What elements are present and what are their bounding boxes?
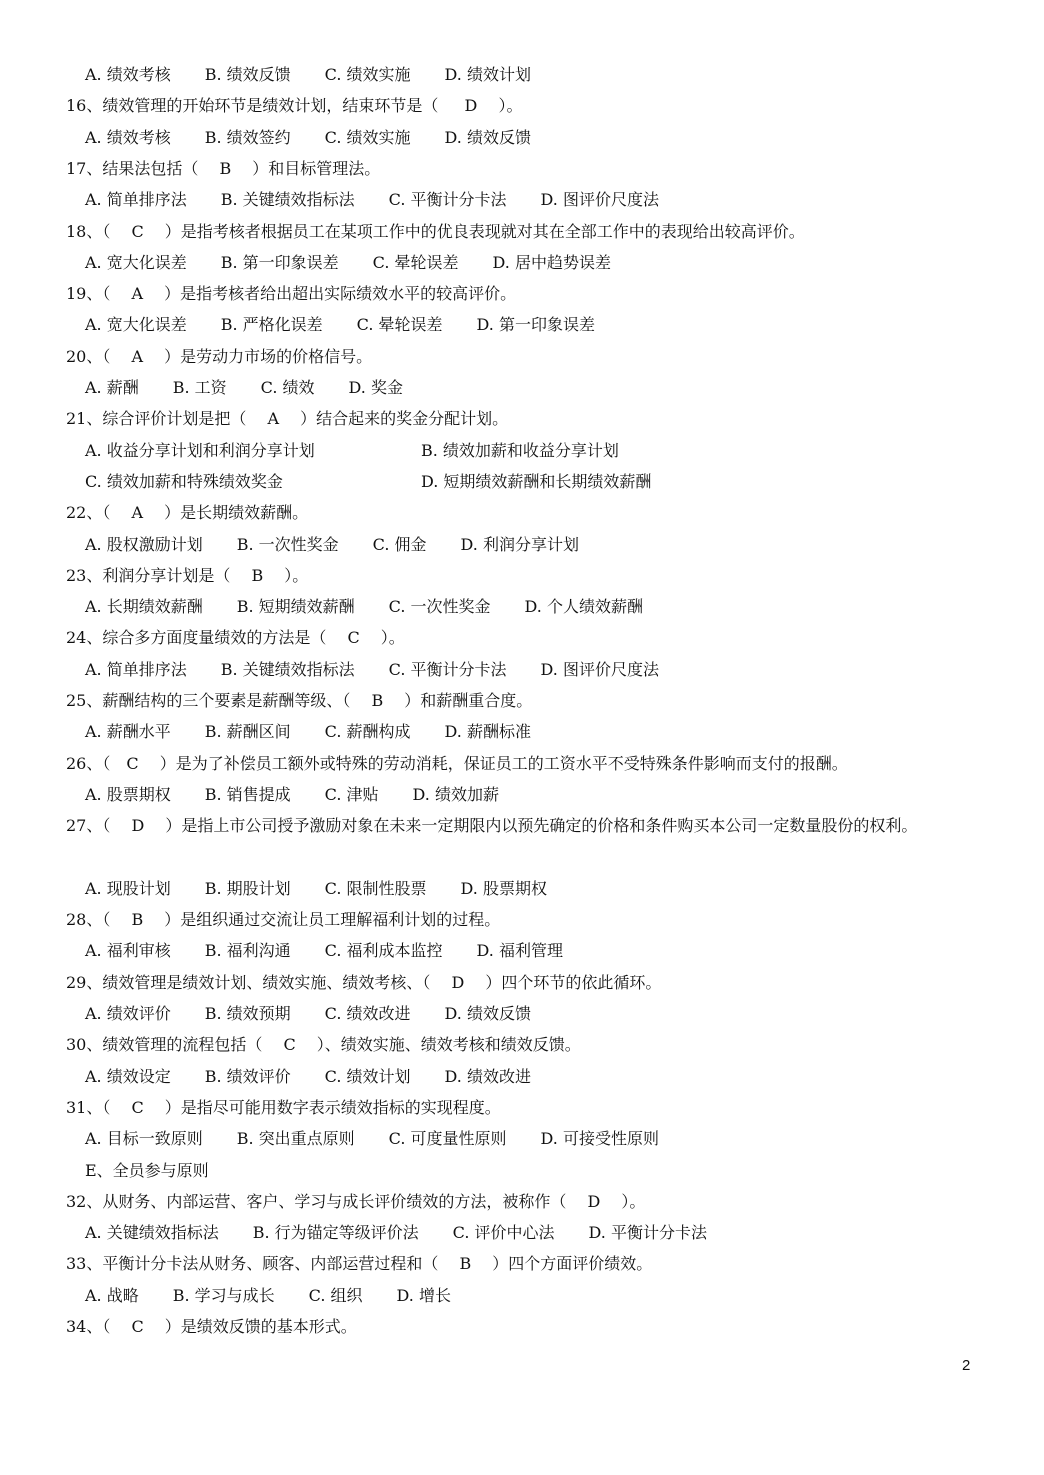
option-2: B. 突出重点原则 — [236, 1129, 355, 1149]
option-1: A. 福利审核 — [85, 941, 171, 961]
option-2: B. 期股计划 — [204, 878, 291, 898]
option-3: C. 平衡计分卡法 — [388, 190, 507, 210]
option-3: C. 绩效 — [260, 378, 315, 397]
option-3: C. 津贴 — [324, 784, 379, 804]
option-4: D. 绩效计划 — [444, 65, 531, 84]
option-4: D. 图评价尺度法 — [540, 190, 659, 210]
option-4: D. 薪酬标准 — [444, 722, 531, 742]
option-4: D. 可接受性原则 — [540, 1129, 659, 1149]
option-1: A. 简单排序法 — [85, 190, 187, 210]
option-4: D. 福利管理 — [476, 941, 563, 961]
option-2: B. 绩效加薪和收益分享计划 — [421, 440, 619, 460]
option-2: B. 第一印象误差 — [220, 252, 339, 272]
option-4: D. 奖金 — [348, 378, 403, 397]
question-text: 21、综合评价计划是把（ A ）结合起来的奖金分配计划。 — [66, 409, 509, 429]
option-3: C. 一次性奖金 — [388, 597, 491, 617]
option-4: D. 平衡计分卡法 — [588, 1223, 707, 1243]
question-text: 28、（ B ）是组织通过交流让员工理解福利计划的过程。 — [66, 910, 501, 930]
question-text: 23、利润分享计划是（ B ）。 — [66, 565, 309, 585]
option-4: D. 绩效反馈 — [444, 1004, 531, 1023]
question-text: 20、（ A ）是劳动力市场的价格信号。 — [66, 346, 373, 366]
option-2: B. 薪酬区间 — [204, 722, 291, 742]
option-4: D. 股票期权 — [460, 878, 547, 898]
option-3: C. 晕轮误差 — [356, 315, 443, 335]
question-text: 31、（ C ）是指尽可能用数字表示绩效指标的实现程度。 — [66, 1097, 501, 1117]
question-text: 33、平衡计分卡法从财务、顾客、内部运营过程和（ B ）四个方面评价绩效。 — [66, 1254, 653, 1274]
option-1: A. 股权激励计划 — [85, 534, 203, 554]
option-4: D. 增长 — [396, 1285, 451, 1305]
option-4: D. 利润分享计划 — [460, 534, 579, 554]
option-1: A. 宽大化误差 — [85, 252, 187, 272]
option-2: B. 短期绩效薪酬 — [236, 597, 355, 617]
option-2: D. 短期绩效薪酬和长期绩效薪酬 — [421, 471, 652, 491]
question-text: 25、薪酬结构的三个要素是薪酬等级、（ B ）和薪酬重合度。 — [66, 691, 533, 710]
option-1: A. 股票期权 — [85, 784, 171, 804]
option-1: A. 关键绩效指标法 — [85, 1223, 219, 1243]
question-text: 17、结果法包括（ B ）和目标管理法。 — [66, 158, 381, 178]
option-2: B. 销售提成 — [204, 784, 291, 804]
option-2: B. 绩效评价 — [204, 1066, 291, 1086]
option-4: D. 个人绩效薪酬 — [524, 597, 643, 617]
option-4: D. 图评价尺度法 — [540, 659, 659, 679]
option-2: B. 一次性奖金 — [236, 534, 339, 554]
option-2: B. 行为锚定等级评价法 — [252, 1223, 419, 1243]
option-2: B. 严格化误差 — [220, 315, 323, 335]
option-3: C. 绩效实施 — [324, 127, 411, 147]
question-text: 27、（ D ）是指上市公司授予激励对象在未来一定期限内以预先确定的价格和条件购买本公司一定数量股份的权利。 — [66, 816, 918, 836]
question-text: 34、（ C ）是绩效反馈的基本形式。 — [66, 1317, 357, 1336]
option-4: D. 绩效反馈 — [444, 127, 531, 147]
option-2: B. 绩效签约 — [204, 127, 291, 147]
option-3: C. 限制性股票 — [324, 878, 427, 898]
option-1: A. 现股计划 — [85, 878, 171, 898]
option-1: A. 绩效考核 — [85, 65, 171, 84]
option-1: A. 绩效考核 — [85, 127, 171, 147]
question-text: 19、（ A ）是指考核者给出超出实际绩效水平的较高评价。 — [66, 284, 517, 304]
question-text: 32、从财务、内部运营、客户、学习与成长评价绩效的方法，被称作（ D ）。 — [66, 1191, 646, 1211]
option-3: C. 绩效改进 — [324, 1004, 411, 1023]
option-4: D. 绩效加薪 — [412, 784, 499, 804]
option-3: C. 晕轮误差 — [372, 252, 459, 272]
option-1: A. 战略 — [85, 1285, 139, 1305]
option-2: B. 福利沟通 — [204, 941, 291, 961]
option-1: A. 绩效评价 — [85, 1004, 171, 1023]
option-1: A. 长期绩效薪酬 — [85, 597, 203, 617]
option-1: A. 目标一致原则 — [85, 1129, 203, 1149]
option-2: B. 关键绩效指标法 — [220, 659, 355, 679]
option-1: A. 绩效设定 — [85, 1066, 171, 1086]
option-4: D. 第一印象误差 — [476, 315, 595, 335]
option-2: B. 关键绩效指标法 — [220, 190, 355, 210]
option-3: C. 薪酬构成 — [324, 722, 411, 742]
option-3: C. 组织 — [308, 1285, 363, 1305]
option-4: D. 绩效改进 — [444, 1066, 531, 1086]
option-3: C. 绩效计划 — [324, 1066, 411, 1086]
option-3: C. 评价中心法 — [452, 1223, 555, 1243]
option-1: E、全员参与原则 — [85, 1160, 209, 1180]
option-1: A. 简单排序法 — [85, 659, 187, 679]
option-3: C. 可度量性原则 — [388, 1129, 507, 1149]
option-2: B. 工资 — [172, 378, 227, 397]
option-1: C. 绩效加薪和特殊绩效奖金 — [85, 471, 283, 491]
question-text: 16、绩效管理的开始环节是绩效计划，结束环节是（ D ）。 — [66, 96, 523, 116]
option-3: C. 福利成本监控 — [324, 941, 443, 961]
page-number: 2 — [962, 1357, 971, 1374]
option-1: A. 薪酬 — [85, 378, 139, 397]
option-3: C. 平衡计分卡法 — [388, 659, 507, 679]
question-text: 29、绩效管理是绩效计划、绩效实施、绩效考核、（ D ）四个环节的依此循环。 — [66, 972, 662, 992]
option-2: B. 绩效预期 — [204, 1004, 291, 1023]
option-4: D. 居中趋势误差 — [492, 252, 611, 272]
option-1: A. 薪酬水平 — [85, 722, 171, 742]
question-text: 26、（ C ）是为了补偿员工额外或特殊的劳动消耗，保证员工的工资水平不受特殊条件影响而支付的报酬。 — [66, 753, 848, 773]
question-text: 24、综合多方面度量绩效的方法是（ C ）。 — [66, 628, 405, 648]
option-3: C. 佣金 — [372, 534, 427, 554]
option-1: A. 宽大化误差 — [85, 315, 187, 335]
question-text: 18、（ C ）是指考核者根据员工在某项工作中的优良表现就对其在全部工作中的表现给出较高评价。 — [66, 221, 805, 241]
question-text: 30、绩效管理的流程包括（ C ）、绩效实施、绩效考核和绩效反馈。 — [66, 1035, 581, 1055]
option-3: C. 绩效实施 — [324, 65, 411, 84]
option-2: B. 学习与成长 — [172, 1285, 275, 1305]
question-text: 22、（ A ）是长期绩效薪酬。 — [66, 503, 309, 523]
option-1: A. 收益分享计划和利润分享计划 — [85, 440, 315, 460]
option-2: B. 绩效反馈 — [204, 65, 291, 84]
